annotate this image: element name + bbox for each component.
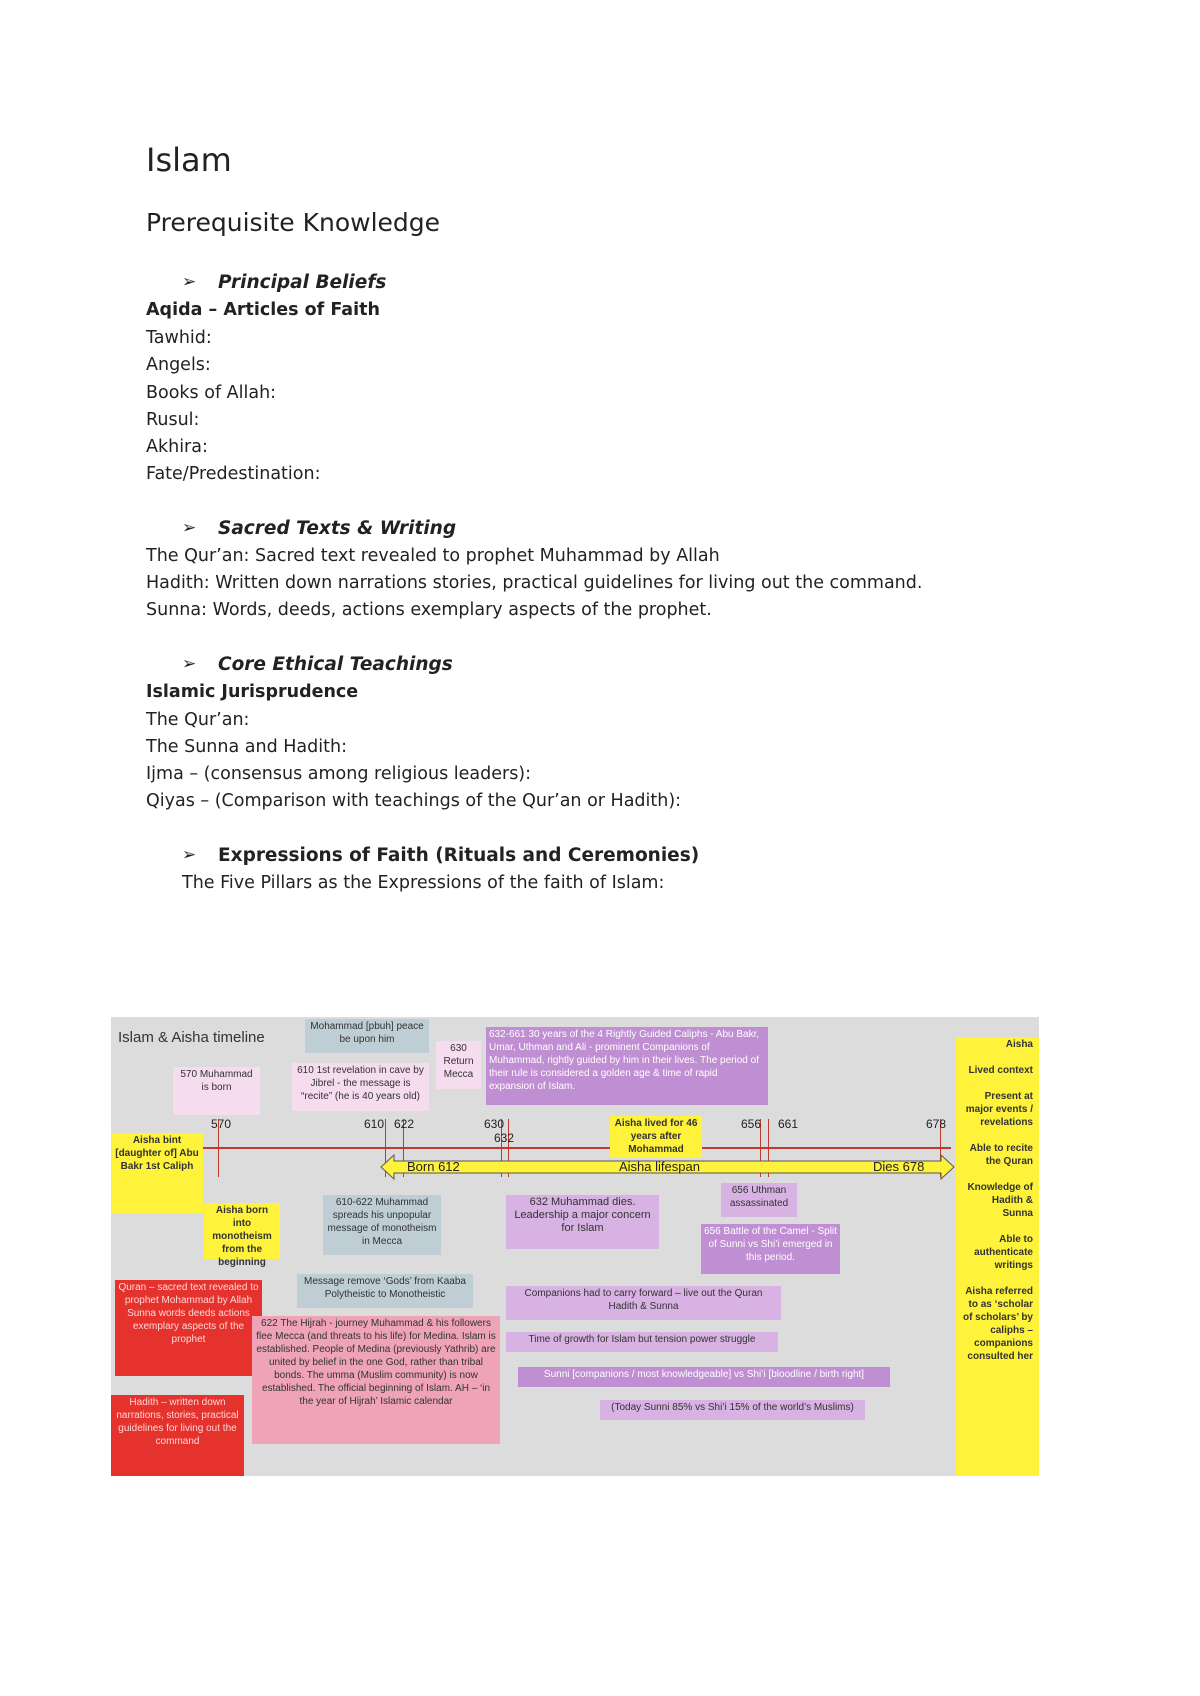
bullet-arrow-icon: ➢ — [182, 845, 197, 865]
aisha-born-box: Aisha born into monotheism from the beginning — [204, 1203, 280, 1259]
kaaba-box: Message remove ‘Gods’ from Kaaba Polytheistic to Monotheistic — [297, 1274, 473, 1308]
section-heading-texts: Sacred Texts & Writing — [218, 518, 457, 539]
belief-item: Books of Allah: — [146, 383, 277, 403]
mecca-preach-box: 610-622 Muhammad spreads his unpopular message of monotheism in Mecca — [323, 1195, 441, 1255]
caliphs-box: 632-661 30 years of the 4 Rightly Guided Caliphs - Abu Bakr, Umar, Uthman and Ali - prominent Companions of Muhammad, rightly guided by him in their lives. The period of their rule is considered a golden age & time of rapid expansion of Islam. — [486, 1027, 768, 1105]
belief-item: Tawhid: — [146, 328, 212, 348]
born-label: Born 612 — [407, 1159, 460, 1174]
expressions-line: The Five Pillars as the Expressions of the faith of Islam: — [182, 873, 665, 893]
born-570-box: 570 Muhammad is born — [173, 1067, 260, 1115]
aqida-subheading: Aqida – Articles of Faith — [146, 300, 380, 320]
year-label: 622 — [394, 1117, 415, 1131]
companions-box: Companions had to carry forward – live out the Quran Hadith & Sunna — [506, 1286, 781, 1320]
text-line: Sunna: Words, deeds, actions exemplary aspects of the prophet. — [146, 600, 712, 620]
timeline-title: Islam & Aisha timeline — [118, 1029, 265, 1046]
camel-box: 656 Battle of the Camel - Split of Sunni vs Shi’i emerged in this period. — [701, 1224, 840, 1274]
ethics-item: The Qur’an: — [146, 710, 250, 730]
year-label: 610 — [364, 1117, 385, 1131]
belief-item: Fate/Predestination: — [146, 464, 321, 484]
hadith-red-box: Hadith – written down narrations, stories, practical guidelines for living out the command — [111, 1395, 244, 1476]
revelation-610-box: 610 1st revelation in cave by Jibrel - the message is “recite” (he is 40 years old) — [292, 1063, 429, 1111]
sunni-shii-box: Sunni [companions / most knowledgeable] vs Shi’i [bloodline / birth right] — [518, 1367, 890, 1387]
ethics-item: The Sunna and Hadith: — [146, 737, 347, 757]
dies-label: Dies 678 — [873, 1159, 925, 1174]
section-heading-expressions: Expressions of Faith (Rituals and Ceremonies) — [218, 845, 700, 866]
year-label: 656 — [741, 1117, 762, 1131]
section-heading-beliefs: Principal Beliefs — [218, 272, 387, 293]
ethics-item: Ijma – (consensus among religious leaders): — [146, 764, 532, 784]
ethics-item: Qiyas – (Comparison with teachings of the Qur’an or Hadith): — [146, 791, 682, 811]
uthman-box: 656 Uthman assassinated — [721, 1183, 797, 1217]
aisha-bint-box: Aisha bint [daughter of] Abu Bakr 1st Caliph — [111, 1133, 203, 1213]
timeline-figure — [111, 1017, 1039, 1476]
quran-red-box: Quran – sacred text revealed to prophet Mohammad by Allah Sunna words deeds actions exemplary aspects of the prophet — [115, 1280, 262, 1376]
growth-box: Time of growth for Islam but tension power struggle — [506, 1332, 778, 1352]
year-label: 632 — [494, 1131, 515, 1145]
page-title: Islam — [146, 141, 232, 179]
section-heading-ethics: Core Ethical Teachings — [218, 654, 453, 675]
year-label: 661 — [778, 1117, 799, 1131]
muhammad-dies-box: 632 Muhammad dies. Leadership a major concern for Islam — [506, 1195, 659, 1249]
timeline-axis — [111, 1147, 951, 1149]
belief-item: Akhira: — [146, 437, 208, 457]
text-line: The Qur’an: Sacred text revealed to prophet Muhammad by Allah — [146, 546, 720, 566]
hijrah-box: 622 The Hijrah - journey Muhammad & his followers flee Mecca (and threats to his life) for Medina. Islam is established. People of Medina (previously Yathrib) are united by belief in the one God, rather than tribal bonds. The umma (Muslim community) is now established. The official beginning of Islam. AH – ‘in the year of Hijrah’ Islamic calendar — [252, 1316, 500, 1444]
today-box: (Today Sunni 85% vs Shi’i 15% of the world’s Muslims) — [600, 1400, 865, 1420]
belief-item: Angels: — [146, 355, 211, 375]
jurisprudence-subheading: Islamic Jurisprudence — [146, 682, 359, 702]
aisha-side-box: Aisha Lived context Present at major events / revelations Able to recite the Quran Knowledge of Hadith & Sunna Able to authenticate writings Aisha referred to as ‘scholar of scholars’ by caliphs – companions consulted her — [956, 1037, 1039, 1476]
page-subtitle: Prerequisite Knowledge — [146, 208, 441, 237]
text-line: Hadith: Written down narrations stories, practical guidelines for living out the command. — [146, 573, 923, 593]
belief-item: Rusul: — [146, 410, 200, 430]
year-label: 570 — [211, 1117, 232, 1131]
lifespan-label: Aisha lifespan — [619, 1159, 700, 1174]
bullet-arrow-icon: ➢ — [182, 272, 197, 292]
year-label: 678 — [926, 1117, 947, 1131]
bullet-arrow-icon: ➢ — [182, 518, 197, 538]
muhammad-pbuh-box: Mohammad [pbuh] peace be upon him — [305, 1019, 429, 1053]
aisha-lived-box: Aisha lived for 46 years after Mohammad — [610, 1116, 702, 1158]
year-label: 630 — [484, 1117, 505, 1131]
return-630-box: 630 Return Mecca — [436, 1041, 481, 1089]
bullet-arrow-icon: ➢ — [182, 654, 197, 674]
